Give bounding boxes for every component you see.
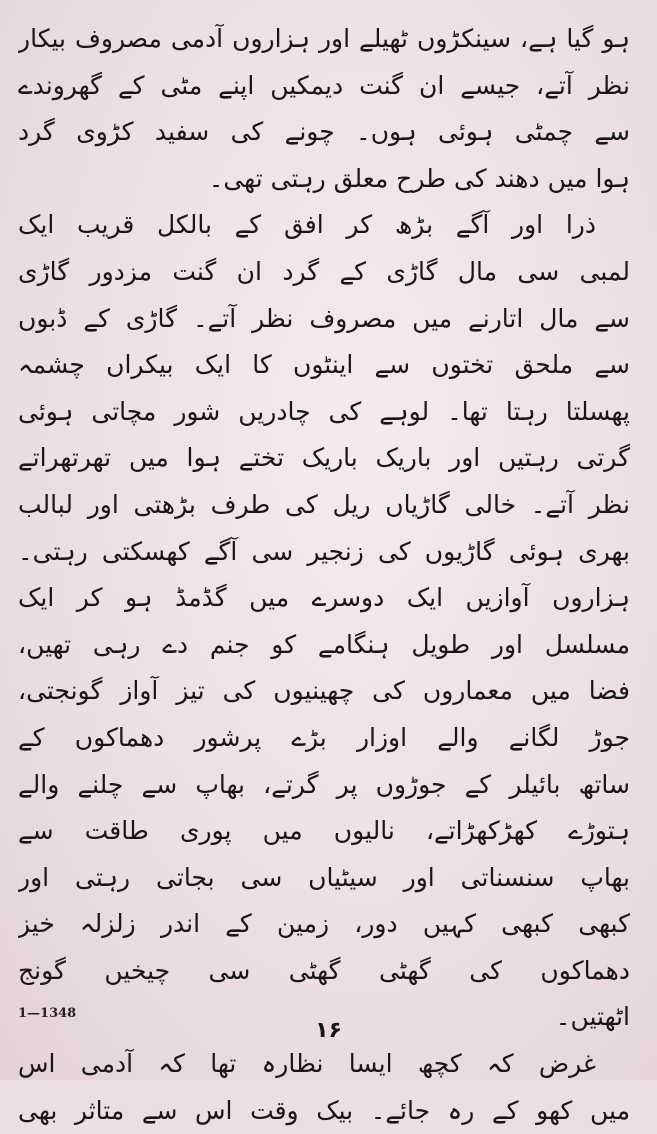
page-number: ۱۶ [315, 1018, 342, 1043]
body-text [18, 16, 630, 1134]
text-line: سے مال اتارنے میں مصروف نظر آتے۔ گاڑی کے ڈبوں [18, 303, 630, 333]
text-line: میں کھو کے رہ جائے۔ بیک وقت اس سے متاثر بھی [18, 1095, 630, 1125]
signature-code: 1—1348 [18, 1006, 77, 1021]
text-line: نظر آتے۔ خالی گاڑیاں ریل کی طرف بڑھتی اور لبالب [18, 489, 630, 519]
text-line: بھاپ سنسناتی اور سیٹیاں سی بجاتی رہتی اور [18, 862, 630, 892]
text-line: گرتی رہتیں اور باریک باریک تختے ہوا میں تھرتھراتے [18, 443, 630, 473]
text-line: پھسلتا رہتا تھا۔ لوہے کی چادریں شور مچاتی ہوئی [18, 396, 630, 426]
text-line: دھماکوں کی گھٹی گھٹی سی چیخیں گونج [18, 955, 630, 985]
text-line: مسلسل اور طویل ہنگامے کو جنم دے رہی تھیں، [18, 629, 630, 659]
text-line: جوڑ لگانے والے اوزار بڑے پرشور دھماکوں کے [18, 722, 630, 752]
text-line: غرض کہ کچھ ایسا نظارہ تھا کہ آدمی اس [18, 1049, 596, 1079]
text-line: ہتوڑے کھڑکھڑاتے، نالیوں میں پوری طاقت سے [18, 816, 630, 846]
text-line: فضا میں معماروں کی چھینیوں کی تیز آواز گونجتی، [18, 676, 630, 706]
text-line: لمبی سی مال گاڑی کے گرد ان گنت مزدور گاڑی [18, 256, 630, 286]
text-line: سے ملحق تختوں سے اینٹوں کا ایک بیکراں چشمہ [18, 350, 630, 380]
text-line: اٹھتیں۔ [555, 1002, 630, 1032]
text-line: کبھی کبھی کہیں دور، زمین کے اندر زلزلہ خیز [18, 909, 630, 939]
text-line: ذرا اور آگے بڑھ کر افق کے بالکل قریب ایک [18, 210, 596, 240]
text-line: بھری ہوئی گاڑیوں کی زنجیر سی آگے کھسکتی رہتی۔ [18, 536, 630, 566]
text-line: نظر آتے، جیسے ان گنت دیمکیں اپنے مٹی کے گھروندے [18, 70, 630, 100]
text-line: ساتھ بائیلر کے جوڑوں پر گرتے، بھاپ سے چلنے والے [18, 769, 630, 799]
text-line: سے چمٹی ہوئی ہوں۔ چونے کی سفید کڑوی گرد [18, 117, 630, 147]
text-line: ہو گیا ہے، سینکڑوں ٹھیلے اور ہزاروں آدمی مصروف بیکار [18, 24, 630, 53]
text-line: ہوا میں دھند کی طرح معلق رہتی تھی۔ [208, 163, 630, 193]
text-line: ہزاروں آوازیں ایک دوسرے میں گڈمڈ ہو کر ایک [18, 583, 630, 613]
